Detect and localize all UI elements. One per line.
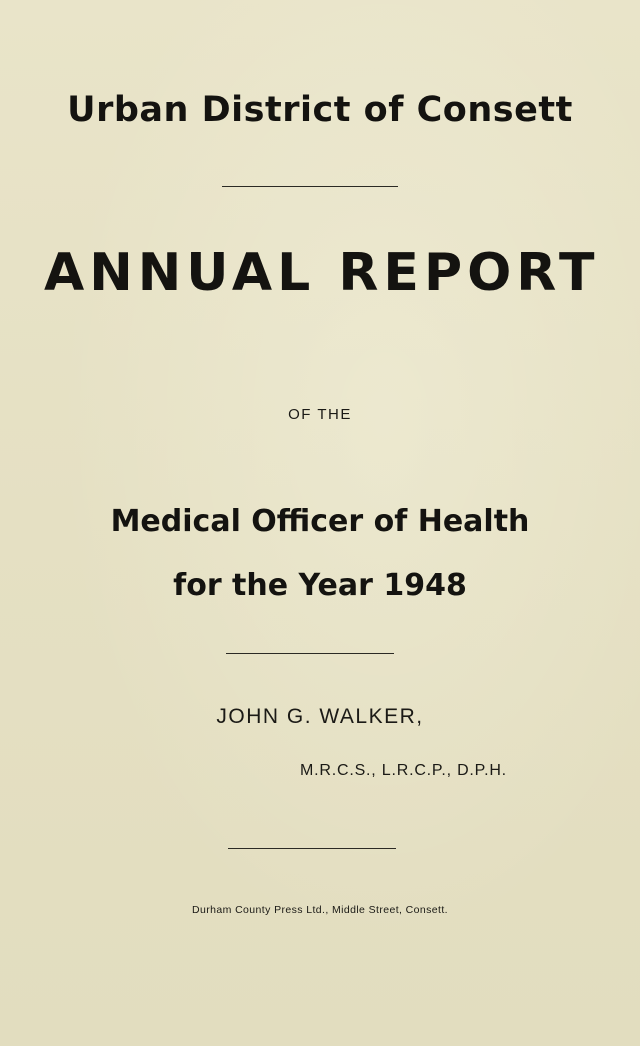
council-heading: Urban District of Consett xyxy=(67,90,573,130)
connector-text: OF THE xyxy=(288,406,352,423)
divider-rule xyxy=(228,848,396,849)
report-subject: Medical Officer of Health xyxy=(110,504,530,539)
printer-imprint: Durham County Press Ltd., Middle Street, Consett. xyxy=(192,904,448,916)
report-title: ANNUAL REPORT xyxy=(44,243,600,303)
divider-rule xyxy=(222,186,398,187)
author-qualifications: M.R.C.S., L.R.C.P., D.P.H. xyxy=(300,762,507,779)
divider-rule xyxy=(226,653,394,654)
report-period: for the Year 1948 xyxy=(173,568,467,603)
author-name: JOHN G. WALKER, xyxy=(216,705,424,728)
